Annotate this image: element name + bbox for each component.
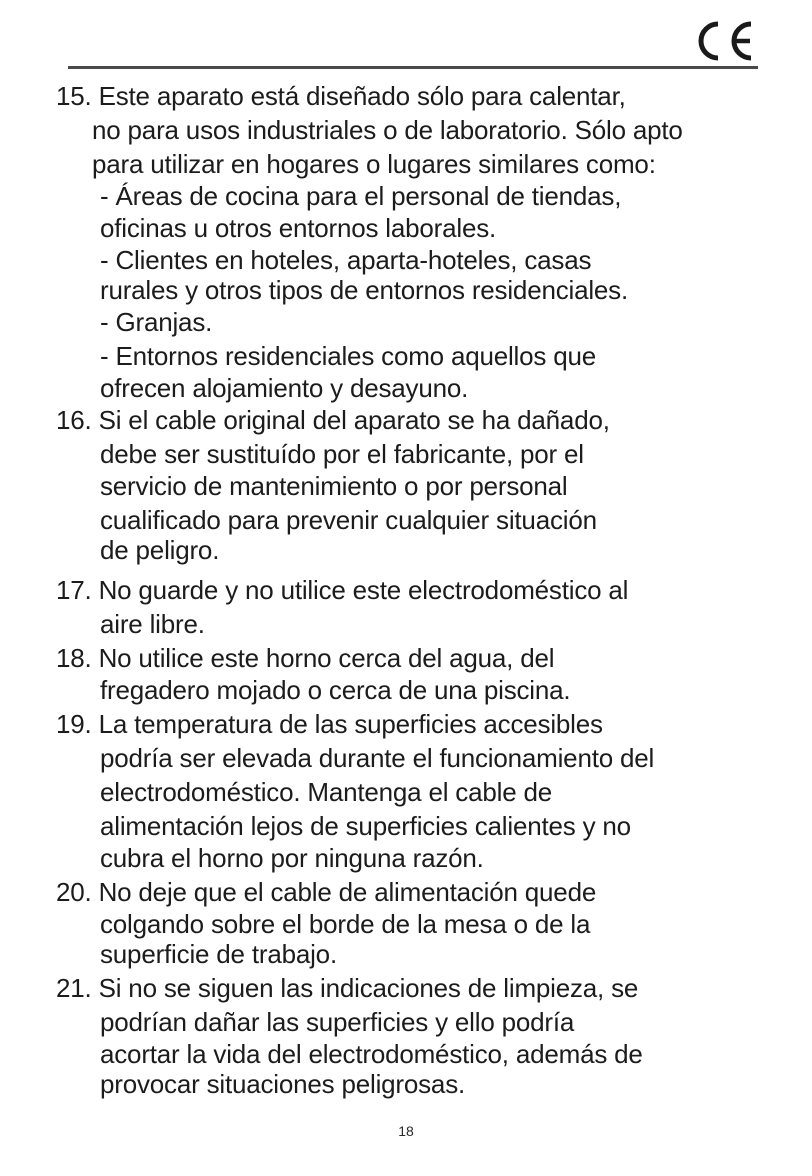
item-19-line-5: cubra el horno por ninguna razón. [100, 843, 484, 873]
item-20-line-3: superficie de trabajo. [100, 939, 337, 969]
item-15-line-2: no para usos industriales o de laboratorio. Sólo apto [92, 115, 683, 145]
item-20-line-2: colgando sobre el borde de la mesa o de la [100, 909, 591, 939]
item-21-line-1: 21. Si no se siguen las indicaciones de limpieza, se [56, 973, 639, 1003]
item-18-line-2: fregadero mojado o cerca de una piscina. [100, 675, 571, 705]
item-15-line-3: para utilizar en hogares o lugares similares como: [92, 149, 656, 179]
item-17-line-1: 17. No guarde y no utilice este electrodoméstico al [56, 575, 629, 605]
item-15-bullet-1-line-1: - Áreas de cocina para el personal de tiendas, [100, 181, 622, 211]
item-15-bullet-2-line-2: rurales y otros tipos de entornos residenciales. [100, 275, 629, 305]
item-18-line-1: 18. No utilice este horno cerca del agua, del [56, 643, 555, 673]
item-21-line-3: acortar la vida del electrodoméstico, además de [100, 1039, 643, 1069]
item-16-line-4: cualificado para prevenir cualquier situación [100, 505, 597, 535]
page-number: 18 [398, 1123, 414, 1139]
item-21-line-2: podrían dañar las superficies y ello podría [100, 1007, 575, 1037]
item-19-line-1: 19. La temperatura de las superficies accesibles [56, 709, 603, 739]
item-19-line-3: electrodoméstico. Mantenga el cable de [100, 777, 553, 807]
item-15-bullet-4-line-2: ofrecen alojamiento y desayuno. [100, 373, 469, 403]
item-15-line-1: 15. Este aparato está diseñado sólo para calentar, [56, 81, 626, 111]
item-15-bullet-2-line-1: - Clientes en hoteles, aparta-hoteles, casas [100, 245, 592, 275]
item-16-line-3: servicio de mantenimiento o por personal [100, 471, 568, 501]
item-15-bullet-4-line-1: - Entornos residenciales como aquellos que [100, 341, 596, 371]
item-20-line-1: 20. No deje que el cable de alimentación quede [56, 877, 597, 907]
item-19-line-2: podría ser elevada durante el funcionamiento del [100, 743, 655, 773]
item-15-bullet-1-line-2: oficinas u otros entornos laborales. [100, 213, 497, 243]
item-16-line-2: debe ser sustituído por el fabricante, por el [100, 439, 584, 469]
item-15-bullet-3: - Granjas. [100, 307, 213, 337]
item-21-line-4: provocar situaciones peligrosas. [100, 1069, 466, 1099]
item-16-line-5: de peligro. [100, 535, 220, 565]
item-17-line-2: aire libre. [100, 609, 205, 639]
item-19-line-4: alimentación lejos de superficies calientes y no [100, 811, 631, 841]
item-16-line-1: 16. Si el cable original del aparato se ha dañado, [56, 405, 610, 435]
